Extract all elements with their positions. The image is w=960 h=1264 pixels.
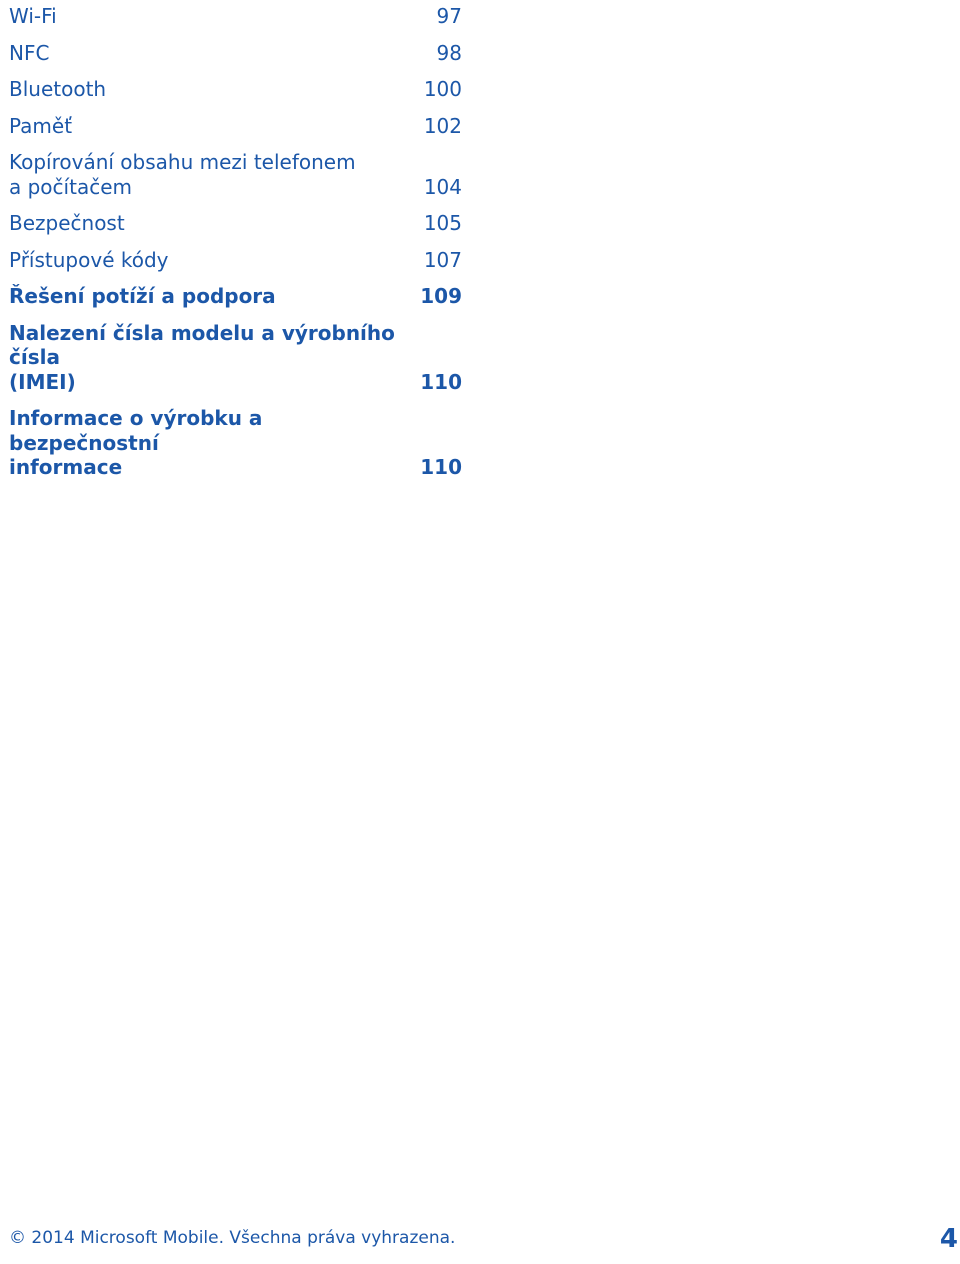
toc-entry-title: Přístupové kódy bbox=[9, 247, 169, 272]
page-number: 4 bbox=[939, 1224, 958, 1254]
table-of-contents bbox=[9, 4, 462, 492]
toc-entry-title: NFC bbox=[9, 40, 50, 65]
toc-entry-title: Informace o výrobku a bezpečnostní informace bbox=[9, 406, 263, 479]
toc-entry-bluetooth[interactable] bbox=[9, 77, 462, 102]
toc-entry-page: 105 bbox=[423, 211, 462, 235]
toc-entry-product-safety[interactable] bbox=[9, 406, 462, 480]
toc-entry-page: 100 bbox=[423, 77, 462, 101]
toc-entry-memory[interactable] bbox=[9, 114, 462, 139]
toc-entry-title: Řešení potíží a podpora bbox=[9, 284, 276, 308]
toc-entry-title: Nalezení čísla modelu a výrobního čísla (IMEI) bbox=[9, 320, 395, 394]
toc-entry-nfc[interactable] bbox=[9, 41, 462, 66]
toc-entry-page: 109 bbox=[420, 284, 462, 308]
toc-entry-page: 104 bbox=[423, 174, 462, 199]
toc-entry-wifi[interactable] bbox=[9, 4, 462, 29]
toc-entry-security[interactable] bbox=[9, 211, 462, 236]
toc-entry-page: 97 bbox=[436, 4, 462, 28]
toc-entry-title: Bluetooth bbox=[9, 77, 107, 101]
toc-entry-page: 107 bbox=[423, 247, 462, 272]
toc-entry-title: Wi-Fi bbox=[9, 4, 57, 28]
toc-entry-title: Kopírování obsahu mezi telefonem a počítačem bbox=[9, 150, 356, 199]
toc-entry-page: 102 bbox=[423, 113, 462, 138]
copyright-footer: © 2014 Microsoft Mobile. Všechna práva vyhrazena. bbox=[9, 1228, 456, 1248]
toc-entry-page: 98 bbox=[436, 40, 462, 65]
toc-entry-copy-content[interactable] bbox=[9, 150, 462, 199]
toc-entry-title: Bezpečnost bbox=[9, 211, 125, 235]
toc-entry-title: Paměť bbox=[9, 113, 73, 138]
toc-entry-imei[interactable] bbox=[9, 321, 462, 395]
toc-entry-page: 110 bbox=[420, 369, 462, 394]
toc-entry-access-codes[interactable] bbox=[9, 248, 462, 273]
toc-entry-page: 110 bbox=[420, 455, 462, 479]
toc-entry-troubleshooting[interactable] bbox=[9, 284, 462, 309]
